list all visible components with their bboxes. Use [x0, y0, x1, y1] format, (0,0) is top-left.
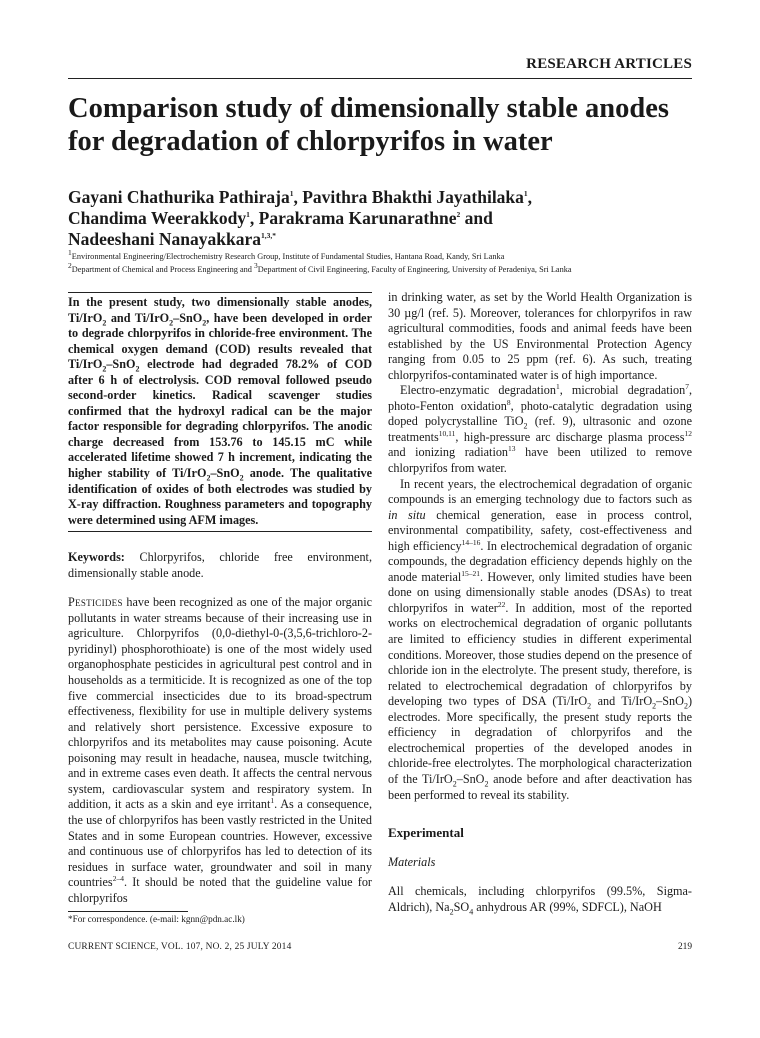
affiliations: [68, 250, 708, 276]
author-separator: ,: [249, 208, 259, 228]
article-title: Comparison study of dimensionally stable anodes for degradation of chlorpyrifos in water: [68, 93, 669, 157]
author-name: Chandima Weerakkody: [68, 208, 247, 228]
journal-footer: CURRENT SCIENCE, VOL. 107, NO. 2, 25 JULY 2014: [68, 942, 292, 952]
affiliation-mark: 1: [246, 210, 250, 220]
affiliation-2: $^2$Department of Chemical and Process Engineering and $^3$Department of Civil Engineering, Faculty of Engineering, University of Peradeniya, Sri Lanka: [68, 263, 572, 274]
keywords-label: Keywords:: [68, 550, 125, 565]
affiliation-1: $^1$Environmental Engineering/Electrochemistry Research Group, Institute of Fundamental Studies, Hantana Road, Kandy, Sri Lanka: [68, 250, 505, 261]
author-separator: ,: [527, 187, 533, 207]
author-name: Pavithra Bhakthi Jayathilaka: [302, 187, 524, 207]
abstract-rule-top: [68, 292, 372, 293]
author-list: [68, 187, 708, 250]
affiliation-mark: 1,3,*: [261, 231, 277, 241]
affiliation-mark: 2: [456, 210, 461, 220]
reference-mark: 7: [685, 382, 689, 392]
author-separator: ,: [293, 187, 303, 207]
keywords-text: Chlorpyrifos, chloride free environment, dimensionally stable anode.: [68, 550, 372, 580]
page-number: 219: [677, 942, 692, 952]
section-heading-experimental: Experimental: [388, 825, 464, 841]
reference-mark: 10,11: [438, 428, 456, 438]
keywords: [68, 550, 372, 581]
reference-mark: 22: [497, 599, 506, 609]
reference-mark: 13: [508, 444, 516, 454]
reference-mark: 2–4: [112, 874, 124, 884]
intro-lead: Pesticides: [68, 595, 123, 610]
reference-mark: 1: [270, 796, 275, 806]
header-rule: [68, 78, 692, 79]
subsection-heading-materials: Materials: [388, 854, 436, 869]
body-paragraph: Electro-enzymatic degradation$^1$, microbial degradation$^7$, photo-Fenton oxidation$^8$, photo-catalytic degradation using doped polycrystalline TiO$_2$ (ref. 9), ultrasonic and ozone treatments$^{10,11}$, high-pressure arc discharge plasma process$^{12}$ and ionizing radiation$^{13}$ have been utilized to remove chlorpyrifos from water.: [388, 382, 693, 476]
right-column: [388, 290, 692, 915]
body-paragraph: In recent years, the electrochemical degradation of organic compounds is an emerging technology due to factors such as in situ chemical generation, ease in process control, environmental compatibility, safety, cost-effectiveness and high efficiency$^{14-16}$. In electrochemical degradation of organic compounds, the degradation efficiency depends highly on the anode material$^{15-21}$. However, only limited studies have been done on using dimensionally stable anodes (DSAs) to treat chlorpyrifos in water$^{22}$. In addition, most of the reported works on electrochemical degradation of organic pollutants are limited to efficiency studies in different experimental conditions. Moreover, those studies depend on the presence of chloride ion in the electrolyte. The present study, therefore, is related to electrochemical degradation of chlorpyrifos by developing two types of DSA (Ti/IrO$_2$ and Ti/IrO$_2$–SnO$_2$) electrodes. More specifically, the present study reports the efficiency in degradation of chlorpyrifos and the electrochemical properties of the developed anodes in chloride-free electrolytes. The morphological characterization of the Ti/IrO$_2$–SnO$_2$ anode before and after deactivation has been performed to reveal its stability.: [388, 476, 692, 802]
reference-mark: 8: [506, 397, 511, 407]
reference-mark: 12: [684, 428, 692, 438]
correspondence-star: *: [272, 231, 277, 241]
footnote-rule: [68, 911, 188, 912]
left-column: [68, 292, 372, 906]
correspondence-footnote: *For correspondence. (e-mail: kgnn@pdn.ac.lk): [68, 914, 245, 924]
affiliation-mark: 1: [523, 189, 528, 199]
author-and: and: [460, 208, 493, 228]
abstract: In the present study, two dimensionally stable anodes, Ti/IrO$_2$ and Ti/IrO$_2$–SnO$_2$, have been developed in order to degrade chlorpyrifos in chloride-free environment. The chemical oxygen demand (COD) results revealed that Ti/IrO$_2$–SnO$_2$ electrode had degraded 78.2% of COD after 6 h of electrolysis. COD removal followed pseudo second-order kinetics. Radical scavenger studies confirmed that the hydroxyl radical can be the major factor responsible for degrading chlorpyrifos. The anodic charge decreased from 153.76 to 145.15 mC while accelerated lifetime showed 7 h increment, indicating the higher stability of Ti/IrO$_2$–SnO$_2$ anode. The qualitative identification of oxides of both electrodes was studied by X-ray diffraction. Roughness parameters and topography were determined using AFM images.: [68, 295, 372, 527]
body-paragraph: in drinking water, as set by the World Health Organization is 30 µg/l (ref. 5). Moreover, tolerances for chlorpyrifos in raw agricultural commodities, foods and animal feeds have been established by the US Environmental Protection Agency ranging from 0.05 to 25 ppm (ref. 6). As such, treating chlorpyrifos-contaminated water is of high importance.: [388, 290, 692, 382]
section-label: RESEARCH ARTICLES: [526, 56, 692, 72]
author-name: Nadeeshani Nanayakkara: [68, 229, 262, 249]
reference-mark: 15–21: [461, 568, 481, 578]
author-name: Parakrama Karunarathne: [258, 208, 457, 228]
materials-paragraph: All chemicals, including chlorpyrifos (99.5%, Sigma-Aldrich), $Na_2SO_4$ anhydrous AR (99%, SDFCL), NaOH: [388, 884, 692, 917]
reference-mark: 14–16: [461, 537, 481, 547]
intro-paragraph: Pesticides have been recognized as one of the major organic pollutants in water streams because of their increasing use in agriculture. Chlorpyrifos (0,0-diethyl-0-(3,5,6-trichloro-2-pyridinyl) phosphorothioate) is one of the most widely used organophosphate pesticides in agricultural pest control and in households as a termiticide. It is recognized as one of the top five commercial insecticides due to its broad-spectrum effectiveness, flexibility for use in multiple delivery systems and relatively short persistence. Excessive exposure to chlorpyrifos and its metabolites may cause poisoning. Acute poisoning may result in headache, nausea, muscle twitching, and in extreme cases even death. It affects the central nervous system, cardiovascular system and respiratory system. In addition, it acts as a skin and eye irritant$^1$. As a consequence, the use of chlorpyrifos has been vastly restricted in the United States and in some European countries. However, excessive and continuous use of chlorpyrifos has led to detection of its residues in surface water, groundwater and soil in many countries$^{2-4}$. It should be noted that the guideline value for chlorpyrifos: [68, 595, 373, 905]
reference-mark: 1: [555, 382, 560, 392]
abstract-rule-bottom: [68, 531, 372, 532]
author-name: Gayani Chathurika Pathiraja: [68, 187, 290, 207]
affiliation-mark: 1: [289, 189, 294, 199]
